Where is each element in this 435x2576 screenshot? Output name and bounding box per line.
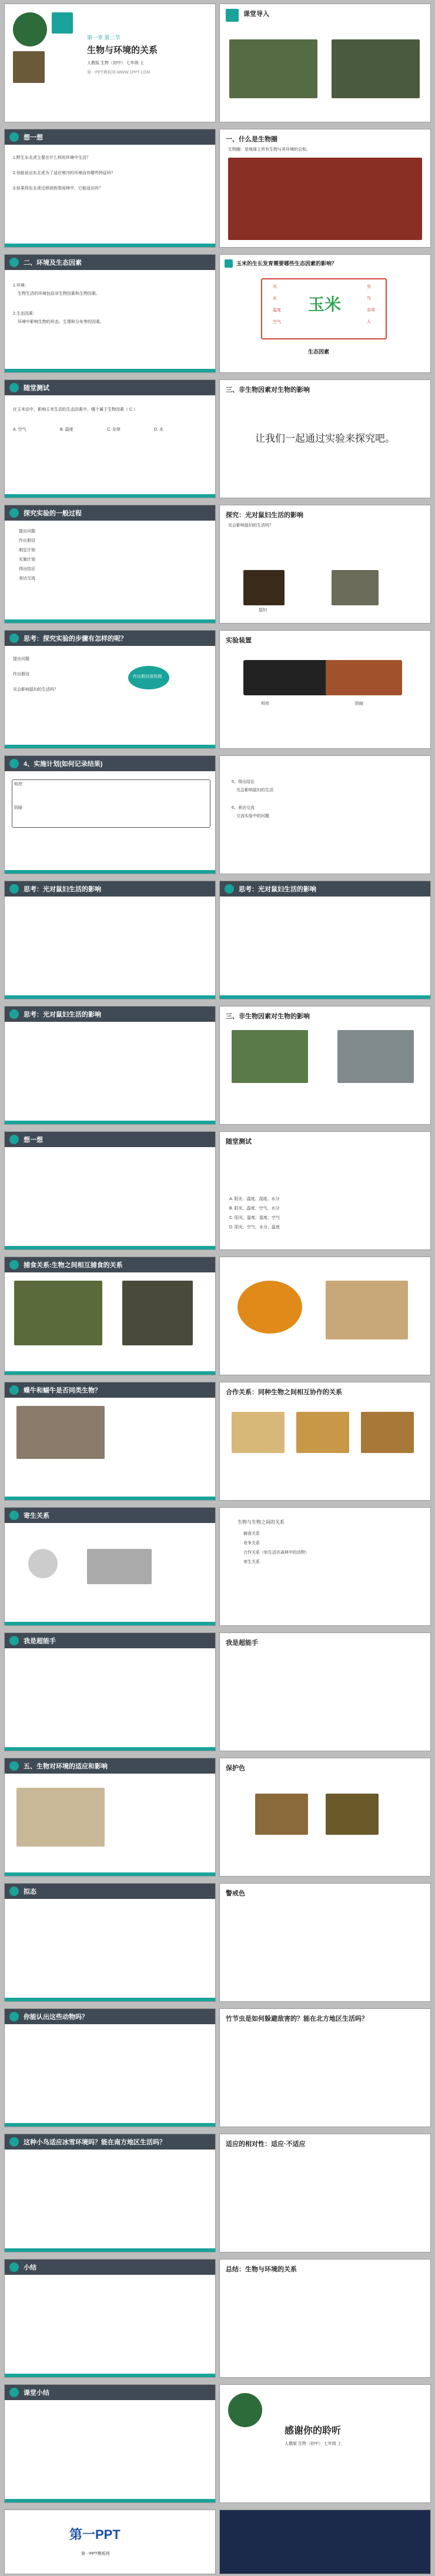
title-bar <box>220 881 430 897</box>
slide-title: 随堂测试 <box>226 1138 252 1145</box>
bullet-icon <box>9 508 19 518</box>
slide-title: 竹节虫是如何躲避敌害的？能在北方地区生活吗？ <box>226 2015 368 2022</box>
cover-circle-image <box>13 12 47 46</box>
title-bar <box>5 2134 215 2150</box>
slide-42-info[interactable] <box>219 2510 431 2574</box>
record-table <box>12 779 210 828</box>
slide-title: 课堂导入 <box>243 11 269 18</box>
banner-text: 让我们一起通过实验来探究吧。 <box>255 433 395 444</box>
footer-bar <box>5 1371 215 1375</box>
inquiry-question: 光会影响鼠妇的生活吗？ <box>228 524 273 528</box>
step-6: 表达交流 <box>19 576 35 581</box>
title-bar <box>5 1508 215 1523</box>
factor-text: 环境中影响生物的形态、生理和分布等的因素。 <box>18 320 104 324</box>
slide-title: 三、非生物因素对生物的影响 <box>226 1013 310 1020</box>
slide-title: 我是超能手 <box>226 1639 258 1647</box>
right-factor-3: 杂草 <box>367 308 375 312</box>
woodlouse-label: 鼠妇 <box>259 608 267 612</box>
option-a[interactable]: A. 阳光、温度、湿度、水分 <box>229 1197 280 1201</box>
slide-title: 一、什么是生物圈 <box>226 136 277 143</box>
slide-39[interactable] <box>4 2384 216 2503</box>
teal-block <box>225 259 233 268</box>
bubble-text: 作出假设请预测 <box>133 675 162 679</box>
slide-title: 三、非生物因素对生物的影响 <box>226 386 310 394</box>
habitat-image <box>332 570 379 605</box>
slide-11[interactable] <box>4 630 216 749</box>
slide-title: 思考：光对鼠妇生活的影响 <box>239 886 316 893</box>
footer-bar <box>220 995 430 999</box>
slide-title: 总结：生物与环境的关系 <box>226 2266 297 2273</box>
dark-label: 阴暗 <box>355 702 363 706</box>
title-bar <box>5 2260 215 2275</box>
slide-title: 警戒色 <box>226 1890 245 1897</box>
title-bar <box>5 129 215 145</box>
step-1: 提出问题 <box>19 529 35 534</box>
slide-title: 想一想 <box>24 134 43 141</box>
slide-title: 这种小鸟适应冰雪环境吗？能在南方地区生活吗？ <box>24 2139 166 2146</box>
slide-40-end[interactable] <box>219 2384 431 2503</box>
slide-6-corn-diagram[interactable] <box>219 254 431 373</box>
footer-bar <box>5 494 215 498</box>
camouflage-image-2 <box>326 1794 379 1835</box>
bullet-icon <box>9 759 19 768</box>
bullet-icon <box>9 1887 19 1896</box>
woodlouse-image <box>243 570 285 605</box>
footer-bar <box>5 619 215 623</box>
title-bar <box>5 881 215 897</box>
slide-41-logo[interactable] <box>4 2510 216 2574</box>
predation-image-2 <box>122 1281 193 1345</box>
title-bar <box>5 756 215 771</box>
slide-18[interactable] <box>219 1006 431 1125</box>
slide-title: 蝶牛和蝴牛是否同类生物？ <box>24 1387 101 1394</box>
conclusion-text: 光会影响鼠妇的生活 <box>236 788 273 792</box>
footer-bar <box>5 1246 215 1249</box>
bullet-icon <box>9 1135 19 1144</box>
slide-23[interactable] <box>4 1382 216 1501</box>
bullet-icon <box>9 1385 19 1395</box>
footer-bar <box>5 2374 215 2377</box>
slide-title: 实验装置 <box>226 637 252 644</box>
footer-bar <box>5 745 215 748</box>
env-label: 1.环境： <box>13 284 29 288</box>
left-factor-2: 水 <box>273 296 277 301</box>
title-bar <box>5 1257 215 1272</box>
slide-29[interactable] <box>4 1758 216 1877</box>
apparatus-light-box <box>326 660 402 695</box>
slide-title: 我是超能手 <box>24 1638 56 1645</box>
cover-chapter: 第一章 第二节 <box>87 35 121 41</box>
option-c[interactable]: C. 阳光、温度、湿度、空气 <box>229 1216 280 1220</box>
slide-title: 小结 <box>24 2264 36 2271</box>
title-bar <box>5 1884 215 1899</box>
exchange-text: 交流实验中的问题 <box>236 814 269 818</box>
panda-image-1 <box>229 39 317 98</box>
title-bar <box>5 1758 215 1774</box>
footer-bar <box>5 369 215 372</box>
relation-3: 合作关系（如生活在森林中的动物） <box>243 1551 309 1555</box>
option-d[interactable]: D. 水 <box>154 428 163 432</box>
bullet-icon <box>9 634 19 643</box>
relation-2: 竞争关系 <box>243 1541 260 1545</box>
cover-image-tiger <box>13 51 45 83</box>
relation-4: 寄生关系 <box>243 1560 260 1564</box>
title-bar <box>5 1382 215 1398</box>
bullet-icon <box>9 1260 19 1269</box>
bullet-icon <box>9 884 19 894</box>
slide-1-cover[interactable] <box>4 4 216 122</box>
slide-title: 思考：探究实验的步骤有怎样的呢？ <box>24 635 127 642</box>
slide-title: 随堂测试 <box>24 385 49 392</box>
predation-image-1 <box>14 1281 102 1345</box>
title-bar <box>5 1132 215 1147</box>
option-b[interactable]: B. 温度 <box>60 428 73 432</box>
slide-title: 寄生关系 <box>24 1512 49 1519</box>
camouflage-image-1 <box>255 1794 308 1835</box>
quiz-question: 在玉米田中，影响玉米生活的生态因素中，哪个属于生物因素（ C ） <box>13 408 138 412</box>
slide-title: 探究：光对鼠妇生活的影响 <box>226 512 303 519</box>
parasite-image-2 <box>87 1549 152 1584</box>
footer-bar <box>5 995 215 999</box>
env-text: 生物生活的环境包括非生物因素和生物因素。 <box>18 292 100 296</box>
adaptation-image <box>16 1788 105 1847</box>
mushroom-image <box>228 158 422 240</box>
slide-title: 拟态 <box>24 1888 36 1895</box>
slide-title: 课堂小结 <box>24 2390 49 2397</box>
slide-2[interactable] <box>219 4 431 122</box>
ant-image-2 <box>296 1412 349 1453</box>
slide-title: 二、环境及生态因素 <box>24 259 82 266</box>
slide-13-table[interactable] <box>4 755 216 874</box>
slide-8[interactable] <box>219 379 431 498</box>
fungus-image <box>237 1281 302 1334</box>
footer-bar <box>5 1998 215 2001</box>
left-factor-1: 光 <box>273 285 277 289</box>
ant-image-1 <box>232 1412 285 1453</box>
slide-28[interactable] <box>219 1632 431 1751</box>
slide-title: 合作关系：同种生物之间相互协作的关系 <box>226 1389 342 1396</box>
light-label: 明亮 <box>261 702 269 706</box>
footer-bar <box>5 2248 215 2252</box>
title-bar <box>5 2385 215 2400</box>
footer-bar <box>5 1872 215 1876</box>
right-factor-1: 虫 <box>367 285 371 289</box>
bullet-icon <box>9 2388 19 2397</box>
slide-24[interactable] <box>219 1382 431 1501</box>
cover-title: 生物与环境的关系 <box>87 45 158 55</box>
conclusion-label: 5、得出结论 <box>232 780 255 784</box>
footer-bar <box>5 1121 215 1124</box>
row-label-2: 阴暗 <box>14 806 22 810</box>
footer-bar <box>5 244 215 247</box>
left-factor-4: 空气 <box>273 320 281 324</box>
end-title: 感谢你的聆听 <box>285 2426 342 2436</box>
right-factor-4: 人 <box>367 320 371 324</box>
slide-title: 玉米的生长发育需要哪些生态因素的影响？ <box>236 261 337 266</box>
rhino-image <box>16 1406 105 1459</box>
slide-7-quiz[interactable] <box>4 379 216 498</box>
slide-10[interactable] <box>219 505 431 624</box>
footer-bar <box>5 870 215 874</box>
panda-image-2 <box>332 39 420 98</box>
slide-4[interactable] <box>219 129 431 248</box>
teal-block <box>226 9 239 22</box>
diagram-frame <box>261 278 387 339</box>
left-factor-3: 温度 <box>273 308 281 312</box>
slide-30[interactable] <box>219 1758 431 1877</box>
slide-5[interactable] <box>4 254 216 373</box>
bullet-icon <box>9 1511 19 1520</box>
title-bar <box>5 1633 215 1648</box>
title-bar <box>5 255 215 270</box>
slide-15[interactable] <box>4 881 216 999</box>
footer-bar <box>5 2499 215 2502</box>
cover-teal-square <box>52 12 73 34</box>
slide-38[interactable] <box>219 2259 431 2378</box>
bullet-icon <box>9 132 19 142</box>
slide-22[interactable] <box>219 1257 431 1375</box>
bullet-icon <box>9 1636 19 1645</box>
title-bar <box>5 505 215 521</box>
corn-center-label: 玉米 <box>308 295 342 314</box>
slide-title: 捕食关系:生物之间相互捕食的关系 <box>24 1262 123 1269</box>
biosphere-text: 生物圈：是地球上所有生物与其环境的总和。 <box>228 148 310 152</box>
slide-title: 五、生物对环境的适应和影响 <box>24 1763 108 1770</box>
footer-bar <box>5 1622 215 1625</box>
title-bar <box>5 631 215 646</box>
slide-title: 探究实验的一般过程 <box>24 510 82 517</box>
question-2: 2.你能说出东北虎为了适应寒冷的环境而有哪些特征吗？ <box>13 171 115 175</box>
slide-16[interactable] <box>219 881 431 999</box>
slide-35[interactable] <box>4 2134 216 2252</box>
bullet-icon <box>225 884 234 894</box>
step-3: 制定计划 <box>19 548 35 552</box>
slide-27[interactable] <box>4 1632 216 1751</box>
slide-31[interactable] <box>4 1883 216 2002</box>
slide-title: 适应的相对性：适应·不适应 <box>226 2141 306 2148</box>
slide-title: 保护色 <box>226 1765 245 1772</box>
parasite-image-1 <box>28 1549 58 1578</box>
slide-9-inquiry[interactable] <box>4 505 216 624</box>
logo-footer: 第一PPT模板网 <box>81 2552 110 2556</box>
relation-title: 生物与生物之间的关系 <box>237 1519 285 1525</box>
logo-text: 第一PPT <box>69 2527 121 2542</box>
slide-25[interactable] <box>4 1507 216 1626</box>
bullet-icon <box>9 2012 19 2021</box>
step-question: 提出问题 <box>13 657 29 661</box>
exchange-label: 6、表达交流 <box>232 806 255 810</box>
slide-14[interactable] <box>219 755 431 874</box>
animals-image <box>326 1281 408 1339</box>
slide-19[interactable] <box>4 1131 216 1250</box>
forest-image <box>232 1030 308 1083</box>
step-4: 实施计划 <box>19 558 35 562</box>
factor-label: 生态因素 <box>308 349 330 355</box>
cover-sub: 人教版 生物（初中） 七年级 上 <box>87 61 144 65</box>
title-bar <box>5 2009 215 2024</box>
slide-33[interactable] <box>4 2008 216 2127</box>
right-factor-2: 鸟 <box>367 296 371 301</box>
slide-3[interactable] <box>4 129 216 248</box>
slide-12-apparatus[interactable] <box>219 630 431 749</box>
bullet-icon <box>9 2137 19 2147</box>
factor-label: 2.生态因素： <box>13 312 37 316</box>
step-5: 得出结论 <box>19 567 35 571</box>
step-question-text: 光会影响鼠妇的生活吗？ <box>13 688 58 692</box>
slide-title: 4、实施计划(如何记录结果) <box>24 761 103 768</box>
step-2: 作出假设 <box>19 539 35 543</box>
bullet-icon <box>9 383 19 392</box>
slide-title: 思考：光对鼠妇生活的影响 <box>24 886 101 893</box>
slide-37[interactable] <box>4 2259 216 2378</box>
slide-36[interactable] <box>219 2134 431 2252</box>
bullet-icon <box>9 1009 19 1019</box>
footer-bar <box>5 1497 215 1500</box>
slide-title: 你能认出这些动物吗？ <box>24 2014 88 2021</box>
slide-32[interactable] <box>219 1883 431 2002</box>
option-c[interactable]: C. 杂草 <box>107 428 121 432</box>
question-1: 1.野生东北虎主要在什么样的环境中生活？ <box>13 156 91 160</box>
option-a[interactable]: A. 空气 <box>13 428 26 432</box>
end-circle-image <box>228 2393 262 2427</box>
slide-title: 思考：光对鼠妇生活的影响 <box>24 1011 101 1018</box>
row-label-1: 明亮 <box>14 782 22 787</box>
bullet-icon <box>9 258 19 267</box>
step-hypothesis: 作出假设 <box>13 672 29 677</box>
title-bar <box>5 380 215 395</box>
ant-image-3 <box>361 1412 414 1453</box>
slide-17[interactable] <box>4 1006 216 1125</box>
option-b[interactable]: B. 阳光、温度、空气、水分 <box>229 1207 280 1211</box>
mist-image <box>337 1030 414 1083</box>
slide-21[interactable] <box>4 1257 216 1375</box>
footer-bar <box>5 2123 215 2127</box>
footer-bar <box>5 1747 215 1751</box>
slide-20-quiz[interactable] <box>219 1131 431 1250</box>
cover-site: 第一PPT模板网-WWW.1PPT.COM <box>87 71 150 75</box>
slide-26[interactable] <box>219 1507 431 1626</box>
slide-title: 想一想 <box>24 1137 43 1144</box>
question-3: 3.如果将东北虎迁移到热带雨林中，它能适应吗？ <box>13 186 103 191</box>
end-sub: 人教版 生物（初中） 七年级 上 <box>285 2442 342 2446</box>
title-bar <box>5 1007 215 1022</box>
bullet-icon <box>9 2262 19 2272</box>
slide-34[interactable] <box>219 2008 431 2127</box>
relation-1: 捕食关系 <box>243 1532 260 1536</box>
bullet-icon <box>9 1761 19 1771</box>
option-d[interactable]: D. 阳光、空气、水分、温度 <box>229 1225 280 1229</box>
